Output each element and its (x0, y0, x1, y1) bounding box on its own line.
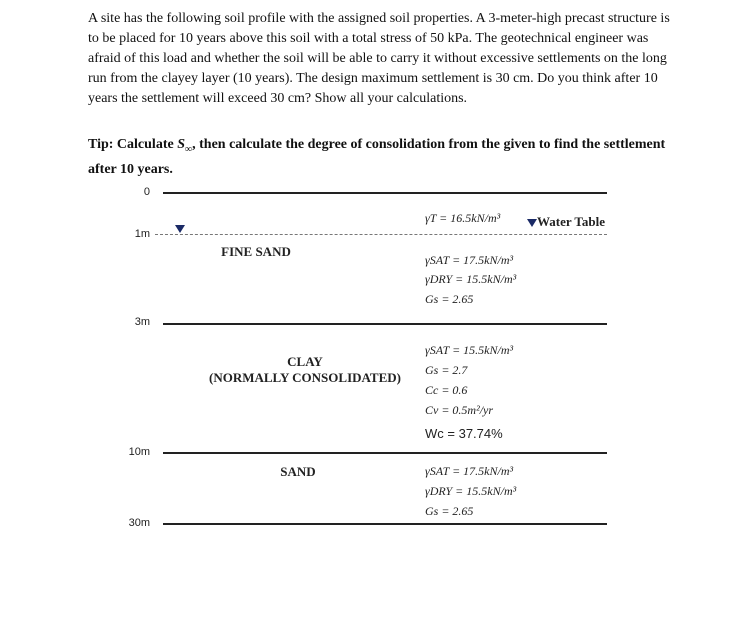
sand-gamma-dry: γDRY = 15.5kN/m³ (425, 484, 517, 498)
depth-label-3m: 3m (134, 316, 150, 328)
tip-part2: , then calculate the degree of consolidation from the given to find the settlement after 10 years. (88, 137, 666, 177)
boundary-line-3m (163, 323, 607, 325)
depth-label-1m: 1m (134, 228, 150, 240)
tip-text (88, 135, 678, 180)
layer-name-clay (200, 354, 410, 386)
fine-sand-gamma-sat: γSAT = 17.5kN/m³ (425, 253, 514, 267)
clay-gamma-sat: γSAT = 15.5kN/m³ (425, 343, 514, 357)
clay-gs: Gs = 2.7 (425, 363, 468, 377)
ground-surface-line (163, 192, 607, 194)
clay-cc: Cc = 0.6 (425, 383, 468, 397)
tip-part1: Tip: Calculate (88, 137, 178, 152)
tip-symbol: S (177, 137, 185, 152)
fine-sand-gamma-dry: γDRY = 15.5kN/m³ (425, 272, 517, 286)
clay-name-line1: CLAY (287, 354, 323, 369)
clay-water-content: Wc = 37.74% (425, 426, 503, 441)
top-unit-weight: γT = 16.5kN/m³ (425, 211, 501, 225)
water-table-marker-icon (175, 225, 185, 233)
depth-label-10m: 10m (128, 446, 150, 458)
water-table-label: Water Table (537, 214, 606, 229)
boundary-line-30m (163, 523, 607, 525)
clay-name-line2: (NORMALLY CONSOLIDATED) (208, 370, 401, 385)
sand-gs: Gs = 2.65 (425, 504, 474, 518)
layer-name-sand: SAND (280, 464, 316, 479)
water-table-marker-icon-right (527, 219, 537, 227)
layer-name-fine-sand: FINE SAND (221, 244, 291, 259)
tip-subscript: ∞ (185, 143, 193, 155)
water-table-line (155, 234, 607, 235)
problem-statement: A site has the following soil profile with the assigned soil properties. A 3-meter-high precast structure is to be placed for 10 years above this soil with a total stress of 50 kPa. The geotechnical engineer was afraid of this load and whether the soil will be able to carry it without excessive settlements on the long run from the clayey layer (10 years). The design maximum settlement is 30 cm. Do you think after 10 years the settlement will exceed 30 cm? Show all your calculations. (88, 11, 670, 106)
fine-sand-gs: Gs = 2.65 (425, 292, 474, 306)
clay-cv: Cv = 0.5m²/yr (425, 403, 494, 417)
boundary-line-10m (163, 452, 607, 454)
depth-label-30m: 30m (128, 517, 150, 529)
sand-gamma-sat: γSAT = 17.5kN/m³ (425, 464, 514, 478)
depth-label-0: 0 (143, 186, 150, 198)
